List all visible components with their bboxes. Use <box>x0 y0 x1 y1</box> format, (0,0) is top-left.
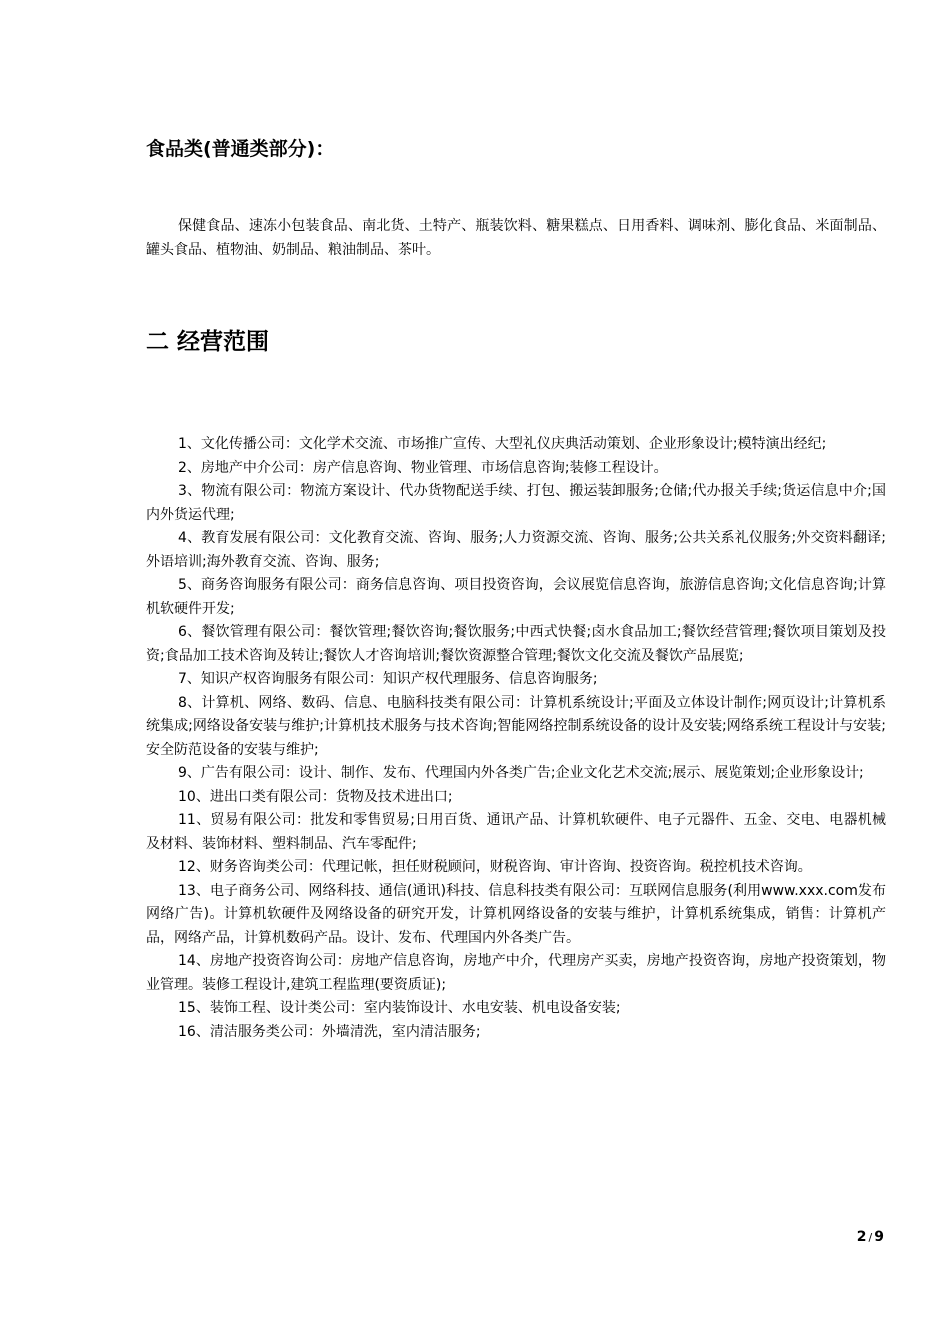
page-separator: / <box>868 1231 873 1244</box>
scope-item-15: 15、装饰工程、设计类公司：室内装饰设计、水电安装、机电设备安装; <box>178 1000 621 1016</box>
business-scope-heading: 二 经营范围 <box>146 329 270 355</box>
scope-item-3: 3、物流有限公司：物流方案设计、代办货物配送手续、打包、搬运装卸服务;仓储;代办报关手续;货运信息中介;国内外货运代理; <box>146 483 886 523</box>
food-section-heading: 食品类(普通类部分)： <box>146 138 335 160</box>
scope-item-6: 6、餐饮管理有限公司：餐饮管理;餐饮咨询;餐饮服务;中西式快餐;卤水食品加工;餐饮经营管理;餐饮项目策划及投资;食品加工技术咨询及转让;餐饮人才咨询培训;餐饮资源整合管理;餐饮文化交流及餐饮产品展览; <box>146 624 886 664</box>
food-section-paragraph: 保健食品、速冻小包装食品、南北货、土特产、瓶装饮料、糖果糕点、日用香料、调味剂、膨化食品、米面制品、罐头食品、植物油、奶制品、粮油制品、茶叶。 <box>146 218 886 258</box>
scope-item-7: 7、知识产权咨询服务有限公司：知识产权代理服务、信息咨询服务; <box>178 671 598 687</box>
scope-item-9: 9、广告有限公司：设计、制作、发布、代理国内外各类广告;企业文化艺术交流;展示、展览策划;企业形象设计; <box>178 765 864 781</box>
scope-item-8: 8、计算机、网络、数码、信息、电脑科技类有限公司：计算机系统设计;平面及立体设计制作;网页设计;计算机系统集成;网络设备安装与维护;计算机技术服务与技术咨询;智能网络控制系统设备的设计及安装;网络系统工程设计与安装;安全防范设备的安装与维护; <box>146 694 886 758</box>
scope-item-12: 12、财务咨询类公司：代理记帐，担任财税顾问，财税咨询、审计咨询、投资咨询。税控机技术咨询。 <box>178 859 812 875</box>
page-total: 9 <box>874 1229 884 1245</box>
scope-item-2: 2、房地产中介公司：房产信息咨询、物业管理、市场信息咨询;装修工程设计。 <box>178 459 668 476</box>
business-scope-list <box>146 433 886 1044</box>
scope-item-14: 14、房地产投资咨询公司：房地产信息咨询，房地产中介，代理房产买卖，房地产投资咨询，房地产投资策划，物业管理。装修工程设计,建筑工程监理(要资质证); <box>146 953 886 993</box>
scope-item-11: 11、贸易有限公司：批发和零售贸易;日用百货、通讯产品、计算机软硬件、电子元器件、五金、交电、电器机械及材料、装饰材料、塑料制品、汽车零配件; <box>146 812 886 852</box>
scope-item-5: 5、商务咨询服务有限公司：商务信息咨询、项目投资咨询，会议展览信息咨询，旅游信息咨询;文化信息咨询;计算机软硬件开发; <box>146 577 886 617</box>
scope-item-16: 16、清洁服务类公司：外墙清洗，室内清洁服务; <box>178 1023 481 1040</box>
scope-item-4: 4、教育发展有限公司：文化教育交流、咨询、服务;人力资源交流、咨询、服务;公共关系礼仪服务;外交资料翻译;外语培训;海外教育交流、咨询、服务; <box>146 530 886 570</box>
page-current: 2 <box>856 1229 867 1245</box>
food-section <box>146 136 886 262</box>
scope-item-13: 13、电子商务公司、网络科技、通信(通讯)科技、信息科技类有限公司：互联网信息服务(利用www.xxx.com发布网络广告)。计算机软硬件及网络设备的研究开发，计算机网络设备的安装与维护，计算机系统集成，销售：计算机产品，网络产品，计算机数码产品。设计、发布、代理国内外各类广告。 <box>146 882 886 946</box>
scope-item-1: 1、文化传播公司：文化学术交流、市场推广宣传、大型礼仪庆典活动策划、企业形象设计;模特演出经纪; <box>178 436 827 452</box>
scope-item-10: 10、进出口类有限公司：货物及技术进出口; <box>178 788 453 805</box>
page-number <box>857 1227 884 1248</box>
